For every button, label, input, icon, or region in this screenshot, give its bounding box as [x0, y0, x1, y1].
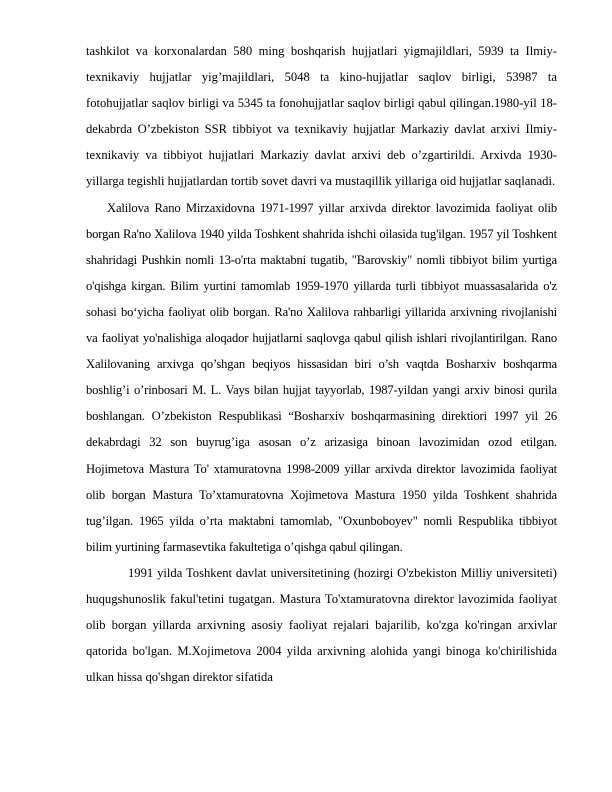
paragraph-xalilova-biography: Xalilova Rano Mirzaxidovna 1971-1997 yillar arxivda direktor lavozimida faoliyat olib borgan Ra'no Xalilova 1940 yilda Toshkent shahrida ishchi oilasida tug'ilgan. 1957 yil Toshkent shahridagi Pushkin nomli 13-o'rta maktabni tugatib, "Barovskiy" nomli tibbiyot bilim yurtiga o'qishga kirgan. Bilim yurtini tamomlab 1959-1970 yillarda turli tibbiyot muassasalarida o'z sohasi bo‘yicha faoliyat olib borgan. Ra'no Xalilova rahbarligi yillarida arxivning rivojlanishi va faoliyat yo'nalishiga aloqador hujjatlarni saqlovga qabul qilish ishlari rivojlantirilgan. Rano Xalilovaning arxivga qo’shgan beqiyos hissasidan biri o’sh vaqtda Bosharxiv boshqarma boshlig’i o’rinbosari M. L. Vays bilan hujjat tayyorlab, 1987-yildan yangi arxiv binosi qurila boshlangan. O’zbekiston Respublikasi “Bosharxiv boshqarmasining direktiori 1997 yil 26 dekabrdagi 32 son buyrug’iga asosan o’z arizasiga binoan lavozimidan ozod etilgan. Hojimetova Mastura To' xtamuratovna 1998-2009 yillar arxivda direktor lavozimida faoliyat olib borgan Mastura To’xtamuratovna Xojimetova Mastura 1950 yilda Toshkent shahrida tug’ilgan. 1965 yilda o’rta maktabni tamomlab, "Oxunboboyev" nomli Respublika tibbiyot bilim yurtining farmasevtika fakultetiga o’qishga qabul qilingan. [86, 200, 557, 554]
document-page [86, 38, 557, 690]
paragraph-xojimetova-career: 1991 yilda Toshkent davlat universitetining (hozirgi O'zbekiston Milliy universiteti) huqugshunoslik fakul'tetini tugatgan. Mastura To'xtamuratovna direktor lavozimida faoliyat olib borgan yillarda arxivning asosiy faoliyat rejalari bajarilib, ko'zga ko'ringan arxivlar qatorida bo'lgan. M.Xojimetova 2004 yilda arxivning alohida yangi binoga ko'chirilishida ulkan hissa qo'shgan direktor sifatida [86, 565, 557, 685]
paragraph-archive-history: tashkilot va korxonalardan 580 ming boshqarish hujjatlari yigmajildlari, 5939 ta Ilmiy-texnikaviy hujjatlar yig’majildlari, 5048 ta kino-hujjatlar saqlov birligi, 53987 ta fotohujjatlar saqlov birligi va 5345 ta fonohujjatlar saqlov birligi qabul qilingan.1980-yil 18-dekabrda O’zbekiston SSR tibbiyot va texnikaviy hujjatlar Markaziy davlat arxivi Ilmiy-texnikaviy va tibbiyot hujjatlari Markaziy davlat arxivi deb o’zgartirildi. Arxivda 1930-yillarga tegishli hujjatlardan tortib sovet davri va mustaqillik yillariga oid hujjatlar saqlanadi. [86, 44, 557, 189]
